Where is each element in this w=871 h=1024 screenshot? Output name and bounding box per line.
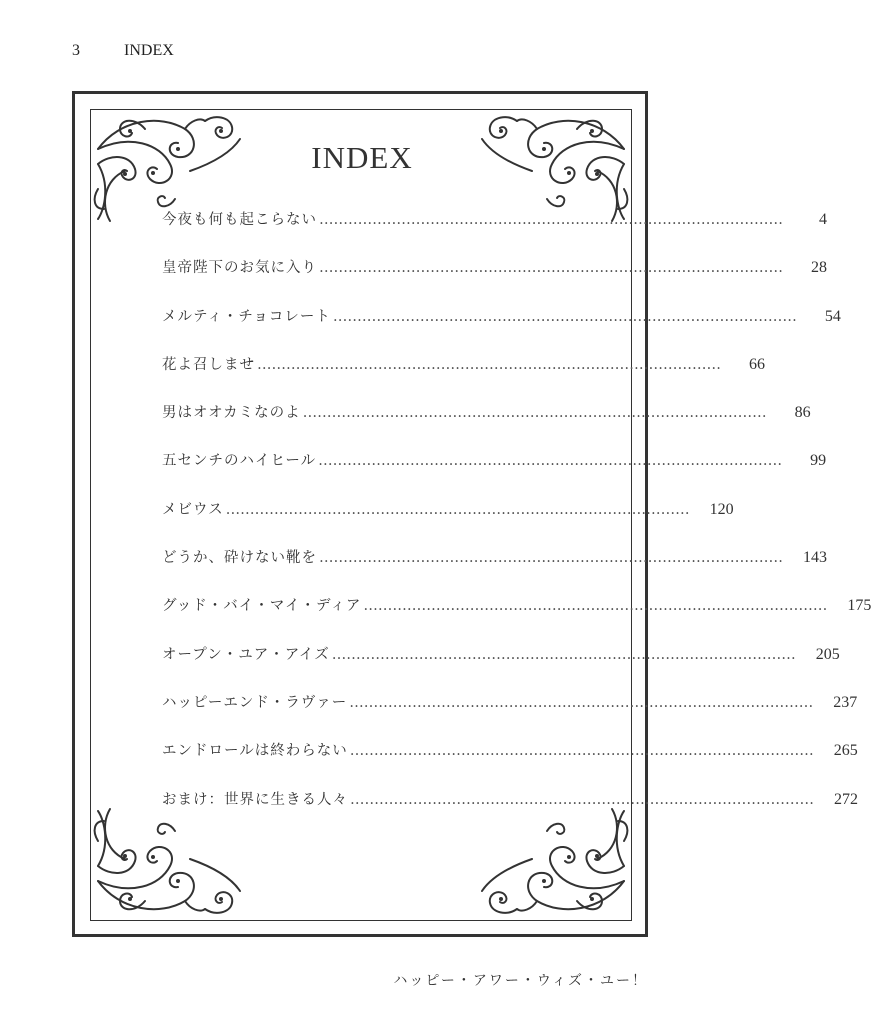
toc-entry-title: 今夜も何も起こらない <box>162 212 317 228</box>
leader-dots: …………………………………………………………………………………… <box>363 598 828 615</box>
toc-entry-title: エンドロールは終わらない <box>162 743 348 760</box>
toc-entry-page: 66 <box>749 355 765 373</box>
toc-entry[interactable] <box>162 305 841 353</box>
toc-entry-page: 4 <box>819 211 827 228</box>
leader-dots: …………………………………………………………………………………… <box>350 791 814 808</box>
leader-dots: …………………………………………………………………………………… <box>319 212 783 228</box>
toc-entry[interactable] <box>162 498 734 546</box>
toc-entry-title: 皇帝陛下のお気に入り <box>162 260 317 277</box>
toc-entry[interactable] <box>162 691 858 739</box>
toc-entry-title: グッド・バイ・マイ・ディア <box>162 598 362 615</box>
leader-dots: …………………………………………………………………………………… <box>319 260 783 277</box>
toc-entry[interactable] <box>162 594 871 642</box>
table-of-contents <box>162 208 871 836</box>
leader-dots: …………………………………………………………………………………… <box>349 743 814 760</box>
toc-entry-page: 86 <box>794 404 811 422</box>
toc-entry-page: 54 <box>824 307 841 325</box>
footer-tagline: ハッピー・アワー・ウィズ・ユー！ <box>393 973 648 989</box>
toc-entry-page: 205 <box>815 645 840 663</box>
toc-entry-title: オープン・ユア・アイズ <box>162 646 330 663</box>
toc-entry-title: どうか、砕けない靴を <box>162 550 317 567</box>
toc-entry-title: 男はオオカミなのよ <box>162 405 301 422</box>
toc-entry-title: メルティ・チョコレート <box>162 308 331 325</box>
toc-entry-title: ハッピーエンド・ラヴァー <box>162 694 348 711</box>
toc-entry-title: 五センチのハイヒール <box>162 453 317 470</box>
index-heading: INDEX <box>311 140 413 175</box>
toc-entry-page: 120 <box>709 500 734 518</box>
toc-entry[interactable] <box>162 546 827 594</box>
toc-entry-page: 175 <box>847 597 871 615</box>
toc-entry[interactable] <box>162 208 827 256</box>
toc-entry[interactable] <box>162 353 765 401</box>
leader-dots: …………………………………………………………………………………… <box>302 405 767 422</box>
leader-dots: …………………………………………………………………………………… <box>349 694 814 711</box>
toc-entry-title: おまけ：世界に生きる人々 <box>162 791 348 808</box>
toc-entry-page: 237 <box>833 693 858 711</box>
toc-entry[interactable] <box>162 739 858 787</box>
leader-dots: …………………………………………………………………………………… <box>332 308 797 325</box>
toc-entry-title: 花よ召しませ <box>162 356 255 373</box>
leader-dots: …………………………………………………………………………………… <box>318 453 783 470</box>
leader-dots: …………………………………………………………………………………… <box>331 646 796 663</box>
toc-entry-title: メビウス <box>162 501 224 518</box>
toc-entry[interactable] <box>162 401 811 449</box>
running-header-title: INDEX <box>124 42 174 59</box>
toc-entry-page: 272 <box>834 790 858 808</box>
toc-entry-page: 265 <box>833 742 858 760</box>
leader-dots: …………………………………………………………………………………… <box>257 356 721 373</box>
leader-dots: …………………………………………………………………………………… <box>319 550 783 567</box>
page-number: 3 <box>72 42 80 59</box>
toc-entry-page: 143 <box>803 549 827 567</box>
toc-entry[interactable] <box>162 256 827 304</box>
toc-entry[interactable] <box>162 643 840 691</box>
toc-entry-page: 99 <box>810 452 827 470</box>
toc-entry[interactable] <box>162 788 858 836</box>
leader-dots: …………………………………………………………………………………… <box>225 501 690 518</box>
toc-entry[interactable] <box>162 449 827 497</box>
toc-entry-page: 28 <box>811 259 827 277</box>
